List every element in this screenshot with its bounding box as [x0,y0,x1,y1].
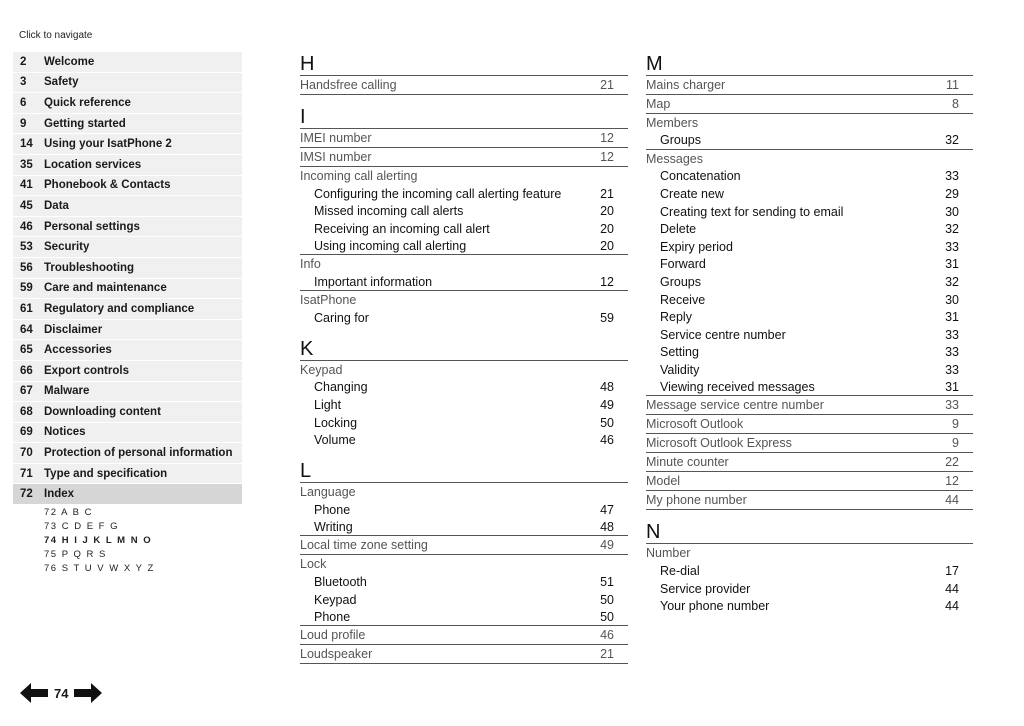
index-letter-heading: N [646,520,973,544]
index-letter-heading: I [300,105,628,129]
index-entry-label: Creating text for sending to email [660,204,844,219]
index-entry[interactable] [300,76,628,95]
toc-item-index[interactable] [13,484,242,504]
index-entry-page: 33 [945,239,959,254]
index-page-link[interactable]: 73 C D E F G [44,521,120,533]
index-entry-label: Forward [660,257,706,272]
toc-page-number: 45 [20,199,33,212]
index-entry[interactable] [646,76,973,95]
toc-page-number: 64 [20,323,33,336]
index-entry-page: 29 [945,186,959,201]
toc-title: Phonebook & Contacts [44,179,171,192]
toc-item-export-controls[interactable] [13,361,242,381]
page-navigator [20,682,102,704]
index-entry-page: 33 [945,398,959,413]
toc-page-number: 35 [20,158,33,171]
index-entry[interactable] [646,396,973,415]
index-entry[interactable] [646,308,973,326]
index-entry-label: Loud profile [300,627,366,642]
index-entry-label: Phone [314,502,351,517]
toc-item-security[interactable] [13,237,242,257]
index-entry-label: Incoming call alerting [300,169,418,183]
index-entry[interactable] [300,148,628,167]
index-entry[interactable] [300,309,628,327]
index-entry[interactable] [646,453,973,472]
toc-item-malware[interactable] [13,382,242,402]
index-entry-page: 12 [600,274,614,289]
index-entry-page: 50 [600,609,614,624]
index-entry[interactable] [646,491,973,510]
toc-page-number: 46 [20,220,33,233]
index-entry-label: Service provider [660,581,751,596]
toc-title: Regulatory and compliance [44,302,195,315]
index-entry[interactable] [646,273,973,291]
index-entry-label: Concatenation [660,169,741,184]
index-entry-label: Keypad [314,592,357,607]
index-entry[interactable] [300,129,628,148]
index-entry-page: 33 [945,345,959,360]
index-entry-page: 33 [945,327,959,342]
index-entry[interactable] [300,536,628,555]
index-entry-label: My phone number [646,493,747,508]
index-entry-label: Receive [660,292,706,307]
index-entry-label: Receiving an incoming call alert [314,221,490,236]
toc-page-number: 70 [20,447,33,460]
index-entry-page: 9 [952,417,959,432]
index-entry[interactable] [646,168,973,186]
index-letter-section [300,337,628,449]
index-entry-label: Microsoft Outlook Express [646,436,792,451]
index-entry-page: 21 [600,646,614,661]
index-entry-page: 46 [600,433,614,448]
toc-page-number: 9 [20,117,27,130]
index-column-left [300,52,628,674]
toc-item-phonebook-contacts[interactable] [13,176,242,196]
toc-title: Index [44,488,75,501]
toc-item-protection-of-personal-information[interactable] [13,443,242,463]
index-entry[interactable] [646,326,973,344]
index-entry[interactable] [646,95,973,114]
toc-title: Downloading content [44,405,161,418]
index-entry[interactable] [300,573,628,591]
index-entry-label: Changing [314,380,368,395]
index-entry-page: 50 [600,592,614,607]
toc-title: Getting started [44,117,126,130]
index-entry-label: Loudspeaker [300,646,373,661]
toc-title: Safety [44,76,79,89]
index-entry-label: Microsoft Outlook [646,417,744,432]
index-entry-label: Service centre number [660,327,786,342]
index-entry-label: Create new [660,186,724,201]
index-group-heading [300,361,628,379]
index-entry[interactable] [646,415,973,434]
toc-item-quick-reference[interactable] [13,93,242,113]
index-entry-page: 47 [600,502,614,517]
index-entry-label: Configuring the incoming call alerting feature [314,186,562,201]
toc-item-type-and-specification[interactable] [13,464,242,484]
index-letter-heading: M [646,52,973,76]
index-letter-section [300,105,628,327]
toc-page-number: 65 [20,344,33,357]
index-entry-label: Light [314,397,342,412]
table-of-contents [13,52,242,505]
toc-page-number: 56 [20,261,33,274]
toc-page-number: 41 [20,179,33,192]
index-letter-heading: L [300,459,628,483]
index-entry-label: Expiry period [660,239,733,254]
index-entry-page: 12 [600,131,614,145]
index-entry-label: Language [300,484,356,499]
index-entry[interactable] [300,519,628,537]
index-entry[interactable] [646,379,973,397]
index-entry[interactable] [646,434,973,453]
toc-page-number: 67 [20,385,33,398]
current-page-number: 74 [54,685,69,701]
toc-item-care-and-maintenance[interactable] [13,279,242,299]
index-entry-label: Lock [300,557,327,572]
index-entry-label: Delete [660,222,697,237]
index-entry[interactable] [300,608,628,626]
index-entry[interactable] [646,132,973,150]
index-entry-label: Message service centre number [646,398,824,413]
toc-item-using-your-isatphone-2[interactable] [13,134,242,154]
index-entry-label: Volume [314,433,356,448]
index-entry-label: Re-dial [660,564,700,579]
index-entry-page: 17 [945,564,959,579]
index-page-link[interactable]: 76 S T U V W X Y Z [44,563,155,575]
toc-page-number: 66 [20,364,33,377]
index-entry[interactable] [300,238,628,256]
index-letter-section [646,520,973,615]
index-entry[interactable] [300,203,628,221]
toc-item-personal-settings[interactable] [13,217,242,237]
index-entry-page: 51 [600,574,614,589]
toc-title: Quick reference [44,96,131,109]
index-entry[interactable] [300,414,628,432]
index-page-link[interactable]: 75 P Q R S [44,549,107,561]
index-group-heading [300,167,628,185]
index-page-link[interactable]: 72 A B C [44,507,93,518]
toc-item-safety[interactable] [13,73,242,93]
index-entry-page: 31 [945,310,959,325]
index-entry-page: 12 [945,474,959,489]
toc-title: Care and maintenance [44,282,167,295]
index-entry[interactable] [646,185,973,203]
index-group-heading [300,555,628,573]
index-letter-section [646,52,973,510]
toc-item-data[interactable] [13,196,242,216]
index-entry-page: 22 [945,455,959,470]
toc-page-number: 6 [20,96,27,109]
index-entry[interactable] [646,344,973,362]
toc-page-number: 71 [20,467,33,480]
toc-title: Troubleshooting [44,261,135,274]
toc-page-number: 68 [20,405,33,418]
index-entry-page: 31 [945,380,959,395]
index-entry-page: 12 [600,150,614,164]
index-entry-label: Members [646,116,699,130]
toc-page-number: 14 [20,138,33,151]
index-entry-page: 21 [600,186,614,201]
toc-page-number: 72 [20,488,33,501]
index-entry[interactable] [300,501,628,519]
toc-item-regulatory-and-compliance[interactable] [13,299,242,319]
index-entry-page: 30 [945,292,959,307]
index-group-heading [646,114,973,132]
toc-item-accessories[interactable] [13,340,242,360]
index-entry-label: Reply [660,310,692,325]
index-entry-page: 49 [600,397,614,412]
toc-page-number: 3 [20,76,27,89]
toc-title: Accessories [44,344,112,357]
index-entry-label: Important information [314,274,433,289]
index-entry[interactable] [300,591,628,609]
index-entry[interactable] [300,626,628,645]
index-entry-page: 33 [945,169,959,184]
index-group-heading [646,544,973,562]
toc-title: Using your IsatPhone 2 [44,138,172,151]
index-entry[interactable] [300,220,628,238]
index-entry[interactable] [646,238,973,256]
toc-title: Export controls [44,364,129,377]
index-entry-label: IMEI number [300,131,372,145]
index-entry-page: 49 [600,538,614,553]
toc-item-downloading-content[interactable] [13,402,242,422]
index-entry-page: 46 [600,627,614,642]
index-entry-label: Groups [660,274,701,289]
index-entry[interactable] [646,472,973,491]
index-entry[interactable] [646,562,973,580]
toc-item-notices[interactable] [13,423,242,443]
toc-item-getting-started[interactable] [13,114,242,134]
index-entry-page: 50 [600,415,614,430]
index-entry-label: Number [646,546,691,561]
previous-page-arrow-icon[interactable] [20,683,48,703]
index-entry-page: 20 [600,204,614,219]
index-group-heading [300,291,628,309]
toc-title: Welcome [44,55,95,68]
index-page-list [44,506,155,576]
index-entry[interactable] [646,256,973,274]
index-entry-label: Your phone number [660,599,770,614]
index-entry-page: 32 [945,274,959,289]
toc-title: Data [44,199,69,212]
toc-title: Security [44,241,90,254]
index-entry[interactable] [646,220,973,238]
toc-title: Malware [44,385,90,398]
index-entry-page: 48 [600,519,614,534]
toc-title: Disclaimer [44,323,103,336]
index-letter-heading: H [300,52,628,76]
index-entry-label: Model [646,474,681,489]
index-entry-label: Bluetooth [314,574,367,589]
index-entry[interactable] [300,645,628,664]
index-entry-page: 48 [600,380,614,395]
toc-title: Protection of personal information [44,447,233,460]
index-entry-label: Validity [660,362,700,377]
toc-page-number: 53 [20,241,33,254]
toc-title: Notices [44,426,86,439]
index-entry-page: 33 [945,362,959,377]
index-entry[interactable] [300,185,628,203]
index-entry-label: Locking [314,415,358,430]
toc-title: Type and specification [44,467,168,480]
toc-item-welcome[interactable] [13,52,242,72]
index-entry-page: 21 [600,78,614,92]
index-group-heading [646,150,973,168]
navigation-hint: Click to navigate [19,30,93,41]
index-group-heading [300,255,628,273]
next-page-arrow-icon[interactable] [74,683,102,703]
index-entry-label: Keypad [300,362,343,377]
index-entry-page: 30 [945,204,959,219]
index-entry-label: Info [300,257,321,272]
toc-item-troubleshooting[interactable] [13,258,242,278]
index-entry[interactable] [646,361,973,379]
index-entry-label: IsatPhone [300,292,357,307]
index-entry-label: Messages [646,151,703,166]
index-letter-section [300,52,628,95]
toc-page-number: 69 [20,426,33,439]
index-entry-page: 44 [945,581,959,596]
index-entry-label: Handsfree calling [300,78,397,92]
index-entry[interactable] [300,431,628,449]
index-entry-page: 20 [600,239,614,254]
toc-item-location-services[interactable] [13,155,242,175]
toc-page-number: 61 [20,302,33,315]
index-entry-page: 44 [945,599,959,614]
index-entry-page: 11 [946,78,959,92]
index-entry[interactable] [646,580,973,598]
index-entry-label: Using incoming call alerting [314,239,467,254]
index-entry-label: Viewing received messages [660,380,815,395]
index-letter-heading: K [300,337,628,361]
toc-page-number: 2 [20,55,27,68]
index-entry[interactable] [300,396,628,414]
index-group-heading [300,483,628,501]
index-entry-label: Minute counter [646,455,729,470]
index-entry-label: Caring for [314,310,369,325]
index-entry-page: 8 [952,97,959,111]
toc-item-disclaimer[interactable] [13,320,242,340]
index-entry[interactable] [646,598,973,616]
index-entry[interactable] [300,379,628,397]
index-entry[interactable] [646,291,973,309]
index-entry-page: 32 [945,133,959,148]
index-column-right [646,52,973,625]
index-entry-label: IMSI number [300,150,372,164]
index-entry-label: Local time zone setting [300,538,428,553]
index-entry-label: Missed incoming call alerts [314,204,464,219]
index-entry-page: 59 [600,310,614,325]
index-entry-label: Mains charger [646,78,726,92]
index-entry-label: Phone [314,609,351,624]
index-entry-page: 32 [945,222,959,237]
index-entry[interactable] [300,273,628,291]
index-entry-page: 31 [945,257,959,272]
index-page-link[interactable]: 74 H I J K L M N O [44,535,153,547]
toc-page-number: 59 [20,282,33,295]
index-entry-page: 9 [952,436,959,451]
index-letter-section [300,459,628,664]
index-entry-page: 44 [945,493,959,508]
index-entry-label: Groups [660,133,701,148]
index-entry-label: Map [646,97,671,111]
index-entry-label: Writing [314,519,353,534]
index-entry-page: 20 [600,221,614,236]
toc-title: Personal settings [44,220,140,233]
toc-title: Location services [44,158,142,171]
index-entry-label: Setting [660,345,699,360]
index-entry[interactable] [646,203,973,221]
